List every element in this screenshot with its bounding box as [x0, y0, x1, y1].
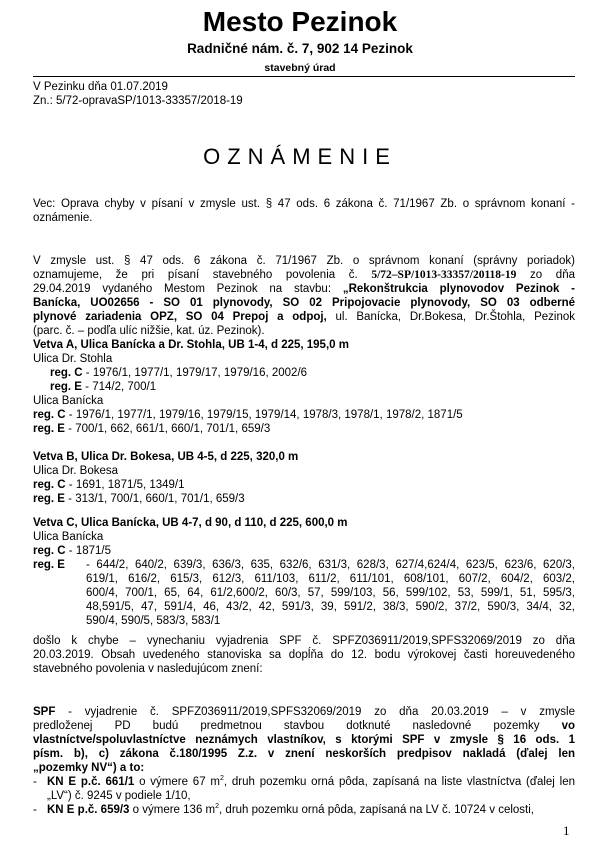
- error-line-2: 20.03.2019. Obsah uvedeného stanoviska sa dopĺňa do 12. bodu výrokovej časti horeuvedeného: [33, 649, 575, 661]
- register-label: reg. E: [33, 493, 65, 505]
- parcel-list-line: 600/4, 700/1, 65, 64, 61/2,600/2, 60/3, 57, 599/103, 56, 599/102, 53, 599/1, 51, 595/3,: [86, 587, 575, 599]
- intro-line-5: [33, 310, 575, 324]
- parcel-list: - 1691, 1871/5, 1349/1: [65, 479, 185, 491]
- intro-text: ul. Banícka, Dr.Bokesa, Dr.Štohla, Pezinok: [335, 311, 575, 323]
- office-name: stavebný úrad: [264, 62, 336, 74]
- error-line-3: stavebného povolenia v nasledujúcom znení:: [33, 663, 263, 675]
- reference-number: Zn.: 5/72-opravaSP/1013-33357/2018-19: [33, 95, 243, 107]
- bullet-line: „LV“) č. 9245 v podiele 1/10,: [47, 790, 191, 802]
- error-line-1: došlo k chybe – vynechaniu vyjadrenia SPF č. SPFZ036911/2019,SPFS32069/2019 zo dňa: [33, 635, 575, 647]
- spf-line-4: písm. b), c) zákona č.180/1995 Z.z. v znení neskorších predpisov nakladá (ďalej len: [33, 748, 575, 760]
- spf-line-5: „pozemky NV“) a to:: [33, 762, 145, 774]
- superscript: 2: [219, 775, 224, 783]
- permit-reference: 5/72–SP/1013-33357/20118-19: [371, 269, 517, 281]
- register-label: reg. C: [33, 545, 66, 557]
- street-name: Ulica Dr. Bokesa: [33, 465, 119, 477]
- document-title: OZNÁMENIE: [203, 144, 397, 169]
- parcel-text: , druh pozemku orná pôda, zapísaná na LV č. 10724 v celosti,: [219, 804, 534, 816]
- spf-line-3: vlastníctve/spoluvlastníctve neznámych vlastníkov, s ktorými SPF v zmysle § 16 ods. 1: [33, 734, 575, 746]
- parcel-text: , druh pozemku orná pôda, zapísaná na liste vlastníctva (ďalej len: [223, 776, 575, 788]
- spf-line-2: [33, 719, 575, 733]
- parcel-id: KN E p.č. 661/1: [47, 776, 135, 788]
- parcel-id: KN E p.č. 659/3: [47, 804, 130, 816]
- parcel-list: - 1976/1, 1977/1, 1979/17, 1979/16, 2002/6: [82, 367, 308, 379]
- bullet-line: [47, 775, 575, 789]
- parcel-text: o výmere 136 m: [129, 804, 216, 816]
- spf-label: SPF: [33, 706, 56, 718]
- bullet-line: [47, 803, 575, 817]
- register-label: reg. C: [33, 479, 66, 491]
- parcel-row: [33, 478, 575, 492]
- register-label: reg. C: [50, 367, 83, 379]
- project-name: „Rekonštrukcia plynovodov Pezinok -: [342, 283, 575, 295]
- parcel-row: [33, 380, 592, 394]
- city-address: Radničné nám. č. 7, 902 14 Pezinok: [187, 41, 413, 56]
- subject-line-1: Vec: Oprava chyby v písaní v zmysle ust. § 47 ods. 6 zákona č. 71/1967 Zb. o správnom konaní -: [33, 198, 575, 210]
- street-name: Ulica Banícka: [33, 531, 104, 543]
- parcel-text: o výmere 67 m: [134, 776, 220, 788]
- parcel-list: - 1871/5: [65, 545, 111, 557]
- bullet-dash: -: [33, 776, 37, 788]
- intro-line-3: [33, 282, 575, 296]
- parcel-list-line: 590/4, 590/5, 583/3, 583/1: [86, 615, 221, 627]
- project-name: plynové zariadenia OPZ, SO 04 Prepoj a odpoj,: [33, 311, 327, 323]
- register-label: reg. E: [33, 423, 65, 435]
- intro-line-6: (parc. č. – podľa ulíc nižšie, kat. úz. Pezinok).: [33, 325, 265, 337]
- parcel-row: [33, 544, 575, 558]
- parcel-list: - 714/2, 700/1: [81, 381, 157, 393]
- spf-text: - vyjadrenie č. SPFZ036911/2019,SPFS32069/2019 zo dňa 20.03.2019 – v zmysle: [55, 706, 575, 718]
- date-line: V Pezinku dňa 01.07.2019: [33, 81, 168, 93]
- street-name: Ulica Banícka: [33, 395, 104, 407]
- intro-text: zo dňa: [530, 269, 575, 281]
- bullet-dash: -: [33, 804, 37, 816]
- parcel-row: [33, 366, 592, 380]
- parcel-list-line: - 644/2, 640/2, 639/3, 636/3, 635, 632/6, 631/3, 628/3, 627/4,624/4, 623/5, 623/6, 620/3,: [86, 559, 575, 571]
- parcel-list: - 313/1, 700/1, 660/1, 701/1, 659/3: [64, 493, 245, 505]
- header-divider: [33, 76, 575, 77]
- parcel-list-line: 48,591/5, 47, 591/4, 46, 43/2, 42, 591/3, 39, 591/2, 38/3, 590/2, 37/2, 590/3, 34/4, 32,: [86, 601, 575, 613]
- parcel-list: - 700/1, 662, 661/1, 660/1, 701/1, 659/3: [64, 423, 271, 435]
- intro-line-1: V zmysle ust. § 47 ods. 6 zákona č. 71/1967 Zb. o správnom konaní (správny poriadok): [33, 255, 575, 267]
- intro-line-2: [33, 268, 575, 282]
- vetva-b-title: Vetva B, Ulica Dr. Bokesa, UB 4-5, d 225, 320,0 m: [33, 451, 299, 463]
- vetva-a-title: Vetva A, Ulica Banícka a Dr. Stohla, UB 1-4, d 225, 195,0 m: [33, 339, 349, 351]
- intro-line-4: Banícka, UO02656 - SO 01 plynovody, SO 02 Pripojovacie plynovody, SO 03 odberné: [33, 297, 575, 309]
- intro-text: 29.04.2019 vydaného Mestom Pezinok na stavbu:: [33, 283, 332, 295]
- street-name: Ulica Dr. Stohla: [33, 353, 113, 365]
- vetva-c-title: Vetva C, Ulica Banícka, UB 4-7, d 90, d 110, d 225, 600,0 m: [33, 517, 348, 529]
- parcel-row: [33, 492, 575, 506]
- parcel-row: [33, 558, 575, 628]
- list-item: [33, 803, 575, 817]
- register-label: reg. E: [50, 381, 82, 393]
- spf-line-1: [33, 705, 575, 719]
- parcel-list-line: 619/1, 616/2, 615/3, 612/3, 611/103, 611/2, 611/101, 608/101, 607/2, 604/2, 603/2,: [86, 573, 575, 585]
- parcel-row: [33, 408, 575, 422]
- subject-line-2: oznámenie.: [33, 212, 93, 224]
- city-heading: Mesto Pezinok: [202, 6, 398, 37]
- spf-bold-text: vo: [561, 720, 575, 732]
- page-number: 1: [563, 823, 570, 838]
- parcel-row: [33, 422, 575, 436]
- spf-text: predloženej PD budú predmetnou stavbou dotknuté nasledovné pozemky: [33, 720, 540, 732]
- register-label: reg. E: [33, 559, 65, 571]
- parcel-list: - 1976/1, 1977/1, 1979/16, 1979/15, 1979/14, 1978/3, 1978/1, 1978/2, 1871/5: [65, 409, 463, 421]
- register-label: reg. C: [33, 409, 66, 421]
- superscript: 2: [215, 803, 220, 811]
- intro-text: oznamujeme, že pri písaní stavebného povolenia č.: [33, 269, 358, 281]
- list-item: [33, 775, 575, 803]
